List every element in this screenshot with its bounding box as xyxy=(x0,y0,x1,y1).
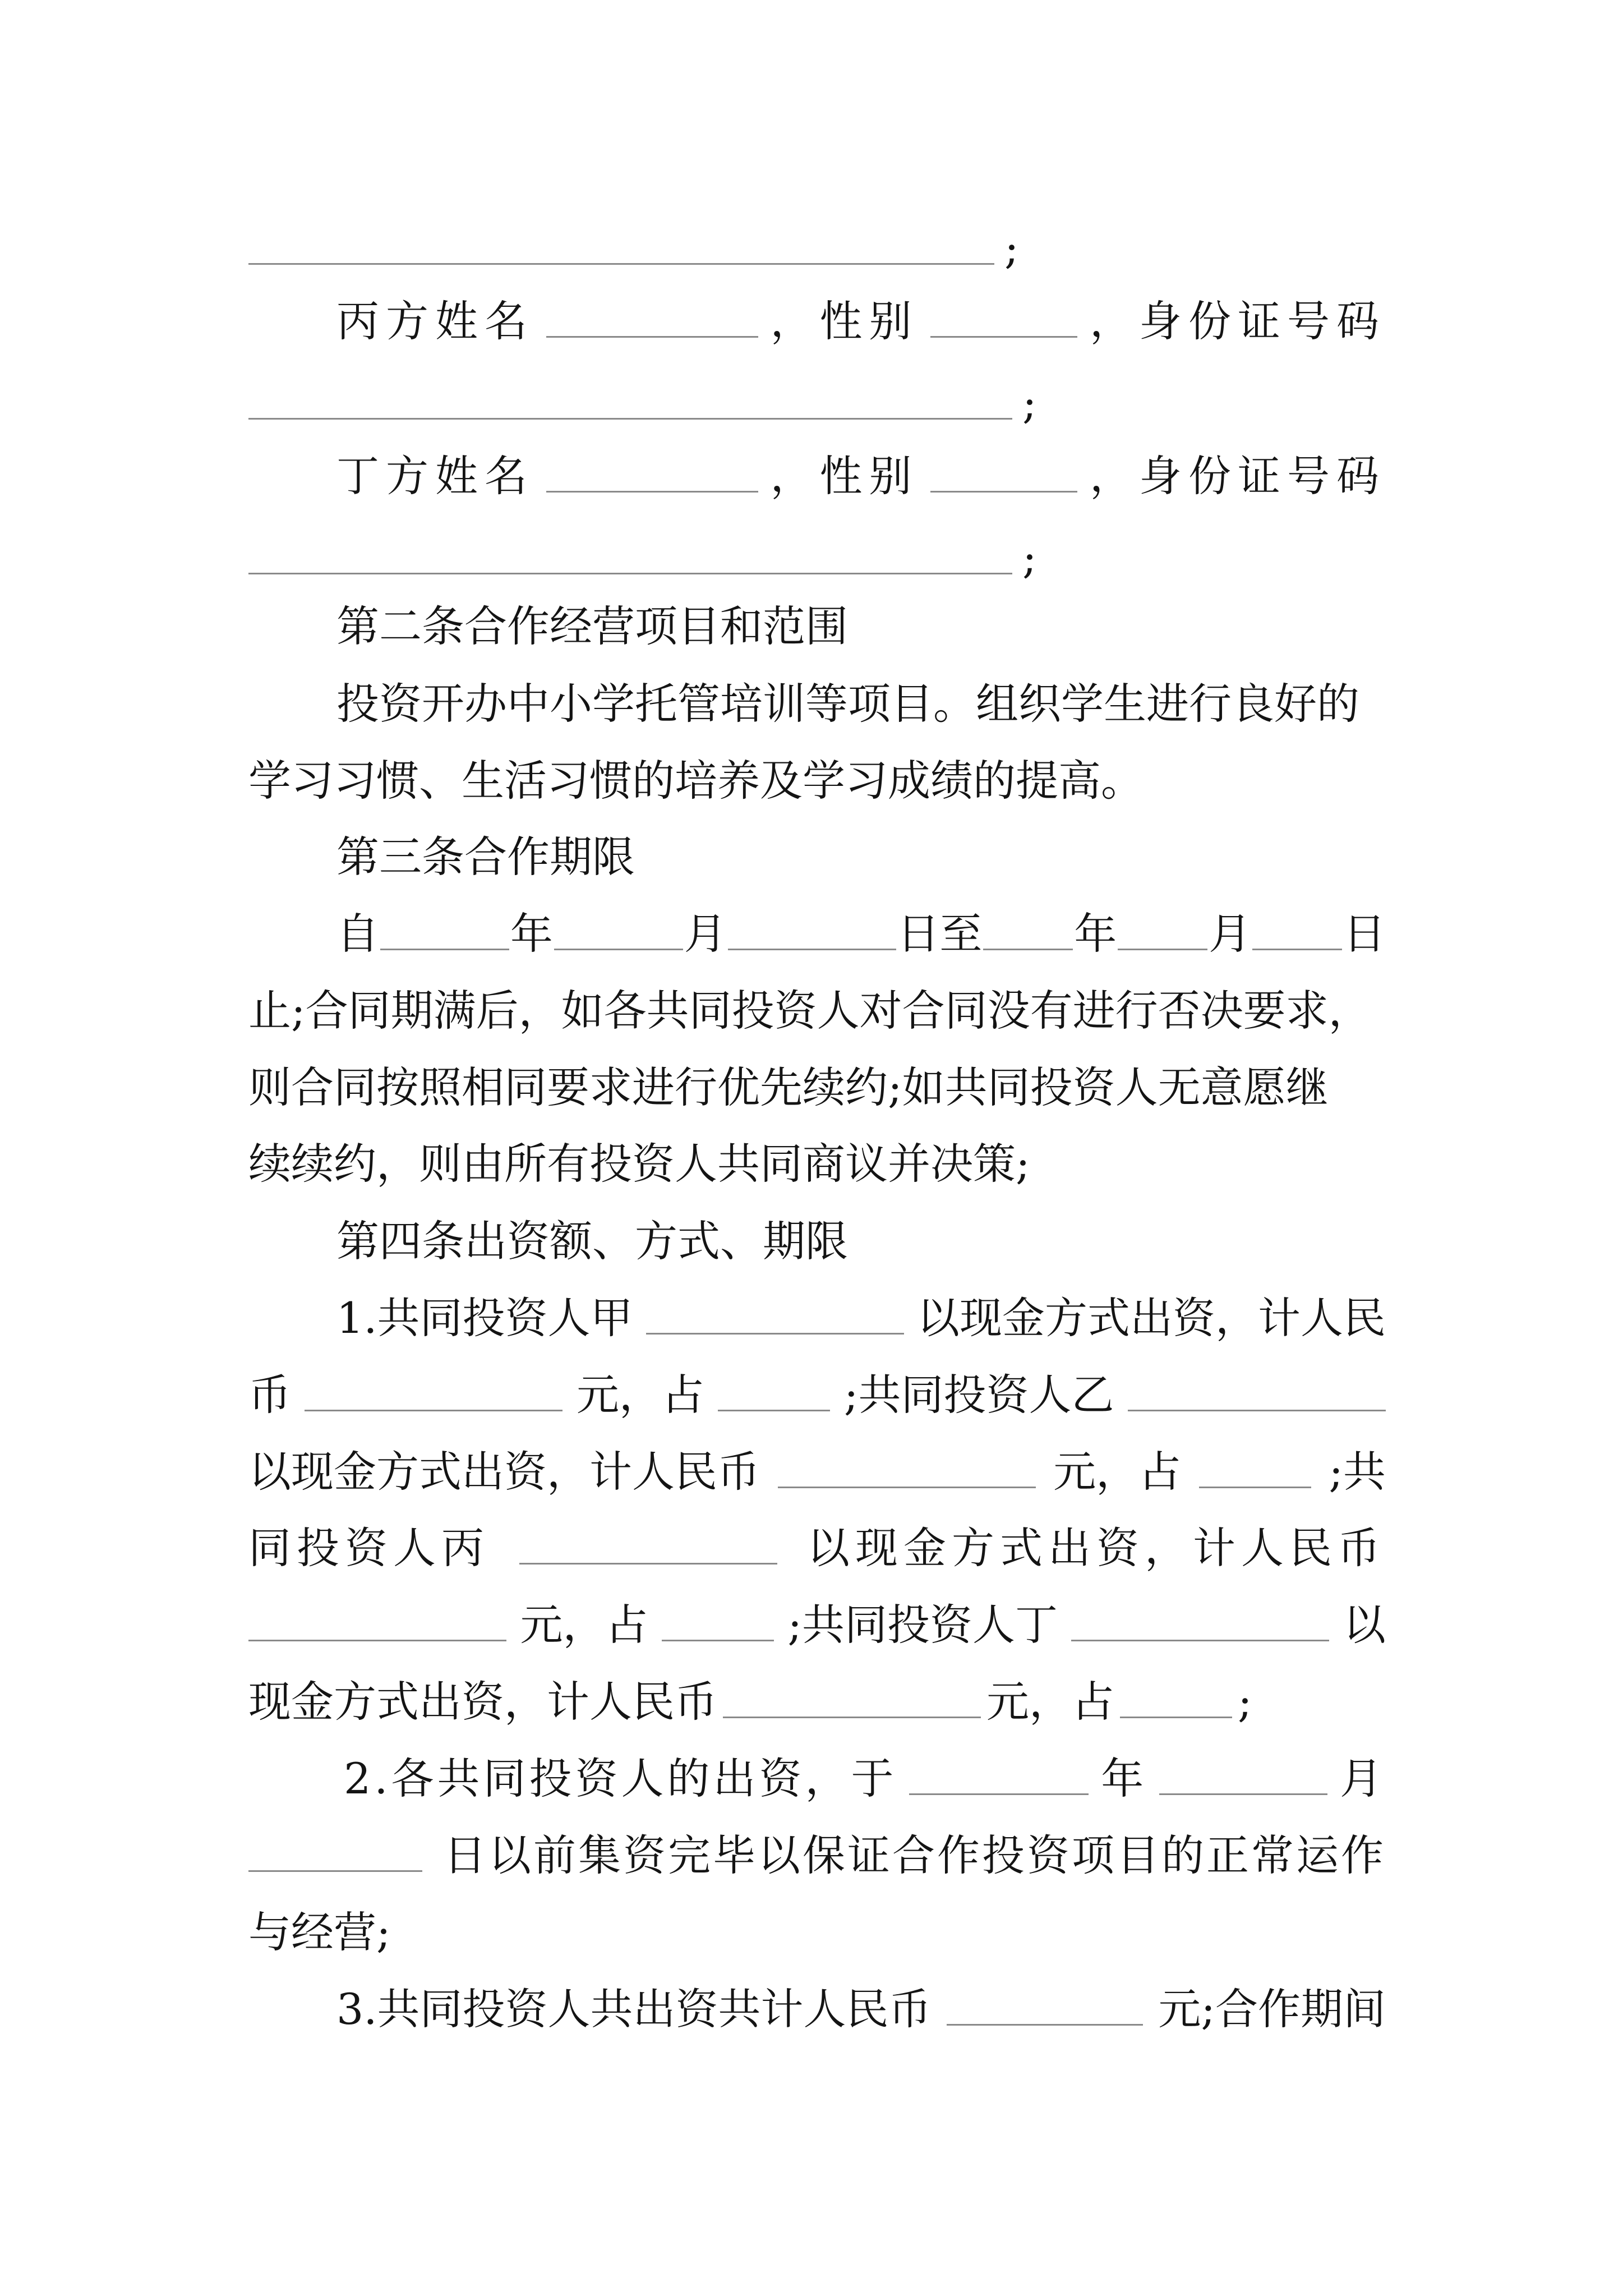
year-label: 年 xyxy=(1074,909,1117,959)
party-d-name-blank xyxy=(546,491,758,493)
paragraph-line xyxy=(248,750,1386,812)
yuan-share-label: 元，占 xyxy=(986,1677,1114,1727)
deadline-month-blank xyxy=(1159,1793,1327,1795)
yuan-share-label: 元，占 xyxy=(1053,1447,1182,1497)
from-label: 自 xyxy=(336,909,379,959)
continuation-text: 元;合作期间 xyxy=(1158,1984,1386,2034)
paragraph-line xyxy=(336,673,1386,735)
investor-d-label: ;共同投资人丁 xyxy=(787,1600,1058,1650)
month-label: 月 xyxy=(1339,1754,1386,1803)
heading-text: 第二条合作经营项目和范围 xyxy=(336,601,848,651)
article-4-heading xyxy=(336,1211,1386,1272)
paragraph-line xyxy=(248,1902,1386,1963)
punctuation: ; xyxy=(1004,223,1019,273)
punctuation: ; xyxy=(1022,378,1037,428)
term-date-line xyxy=(336,903,1386,965)
party-c-name-label: 丙方姓名 xyxy=(336,296,534,346)
id-number-blank-line xyxy=(248,218,1386,279)
heading-text: 第三条合作期限 xyxy=(336,832,635,882)
day-label: 日 xyxy=(1343,909,1386,959)
year-label: 年 xyxy=(510,909,553,959)
end-month-blank xyxy=(1118,949,1207,950)
party-d-name-label: 丁方姓名 xyxy=(336,451,534,501)
article-3-heading xyxy=(336,826,1386,888)
investor-b-blank xyxy=(1128,1410,1386,1411)
cash-contribution-text: 现金方式出资，计人民币 xyxy=(248,1677,717,1727)
month-label: 月 xyxy=(1209,909,1252,959)
investment-line xyxy=(248,1441,1386,1503)
investment-line xyxy=(248,1364,1386,1426)
cash-contribution-text: 以现金方式出资，计人民 xyxy=(916,1293,1386,1343)
heading-text: 第四条出资额、方式、期限 xyxy=(336,1216,848,1266)
party-c-gender-blank xyxy=(930,336,1077,338)
investment-line xyxy=(248,1594,1386,1656)
body-text: 续续约，则由所有投资人共同商议并决策; xyxy=(248,1139,1030,1189)
investor-c-share-blank xyxy=(662,1640,774,1641)
total-amount-blank xyxy=(947,2024,1143,2026)
investor-c-blank xyxy=(519,1563,777,1565)
cash-contribution-text: 以现金方式出资，计人民币 xyxy=(807,1523,1386,1573)
punctuation: ; xyxy=(1238,1677,1252,1727)
id-number-label: ，身份证号码 xyxy=(1090,296,1386,346)
cash-contribution-text: 以现金方式出资，计人民币 xyxy=(248,1447,760,1497)
article-2-heading xyxy=(336,596,1386,657)
gender-label: ，性别 xyxy=(770,451,919,501)
investor-a-share-blank xyxy=(718,1410,830,1411)
body-text: 则合同按照相同要求进行优先续约;如共同投资人无意愿继 xyxy=(248,1062,1329,1112)
continuation-text: ;共 xyxy=(1329,1447,1386,1497)
investment-line xyxy=(248,1671,1386,1733)
punctuation: ; xyxy=(1022,533,1037,583)
id-number-blank-line xyxy=(248,372,1386,434)
gender-label: ，性别 xyxy=(770,296,919,346)
end-year-blank xyxy=(983,949,1073,950)
deadline-line xyxy=(248,1825,1386,1887)
year-label: 年 xyxy=(1101,1754,1147,1803)
currency-label: 币 xyxy=(248,1370,291,1420)
paragraph-line xyxy=(248,980,1386,1042)
deadline-day-blank xyxy=(248,1870,422,1872)
day-to-label: 日至 xyxy=(897,909,983,959)
start-month-blank xyxy=(554,949,683,950)
total-investment-line xyxy=(336,1978,1386,2040)
continuation-text: 以 xyxy=(1343,1600,1386,1650)
body-text: 投资开办中小学托管培训等项目。组织学生进行良好的 xyxy=(336,679,1359,729)
total-investment-text: 3.共同投资人共出资共计人民币 xyxy=(336,1984,932,2034)
yuan-share-label: 元，占 xyxy=(520,1600,648,1650)
start-year-blank xyxy=(380,949,509,950)
investor-c-label: 同投资人丙 xyxy=(248,1523,490,1573)
body-text: 止;合同期满后，如各共同投资人对合同没有进行否决要求， xyxy=(248,986,1371,1036)
party-c-line xyxy=(336,291,1386,352)
investor-d-blank xyxy=(1071,1640,1329,1641)
deadline-text: 2.各共同投资人的出资，于 xyxy=(344,1754,897,1803)
party-d-line xyxy=(336,445,1386,507)
investor-b-share-blank xyxy=(1199,1487,1311,1488)
end-day-blank xyxy=(1252,949,1342,950)
investor-c-amount-blank xyxy=(248,1640,506,1641)
investor-d-amount-blank xyxy=(723,1717,981,1718)
investor-a-blank xyxy=(646,1333,904,1335)
investor-a-label: 1.共同投资人甲 xyxy=(336,1293,633,1343)
month-label: 月 xyxy=(684,909,727,959)
blank-field xyxy=(248,418,1012,420)
party-d-gender-blank xyxy=(930,491,1077,493)
id-number-blank-line xyxy=(248,527,1386,589)
blank-field xyxy=(248,573,1012,574)
id-number-label: ，身份证号码 xyxy=(1090,451,1386,501)
investor-b-label: ;共同投资人乙 xyxy=(843,1370,1114,1420)
start-day-blank xyxy=(728,949,896,950)
investor-d-share-blank xyxy=(1120,1717,1232,1718)
investor-a-amount-blank xyxy=(305,1410,562,1411)
body-text: 学习习惯、生活习惯的培养及学习成绩的提高。 xyxy=(248,756,1144,806)
paragraph-line xyxy=(248,1133,1386,1195)
deadline-text: 日以前集资完毕以保证合作投资项目的正常运作 xyxy=(444,1830,1386,1880)
deadline-year-blank xyxy=(909,1793,1089,1795)
body-text: 与经营; xyxy=(248,1907,391,1957)
party-c-name-blank xyxy=(546,336,758,338)
blank-field xyxy=(248,263,994,265)
deadline-line xyxy=(344,1748,1386,1810)
investor-b-amount-blank xyxy=(778,1487,1036,1488)
paragraph-line xyxy=(248,1057,1386,1119)
investment-line xyxy=(248,1517,1386,1579)
investment-line xyxy=(336,1287,1386,1349)
yuan-share-label: 元，占 xyxy=(576,1370,704,1420)
